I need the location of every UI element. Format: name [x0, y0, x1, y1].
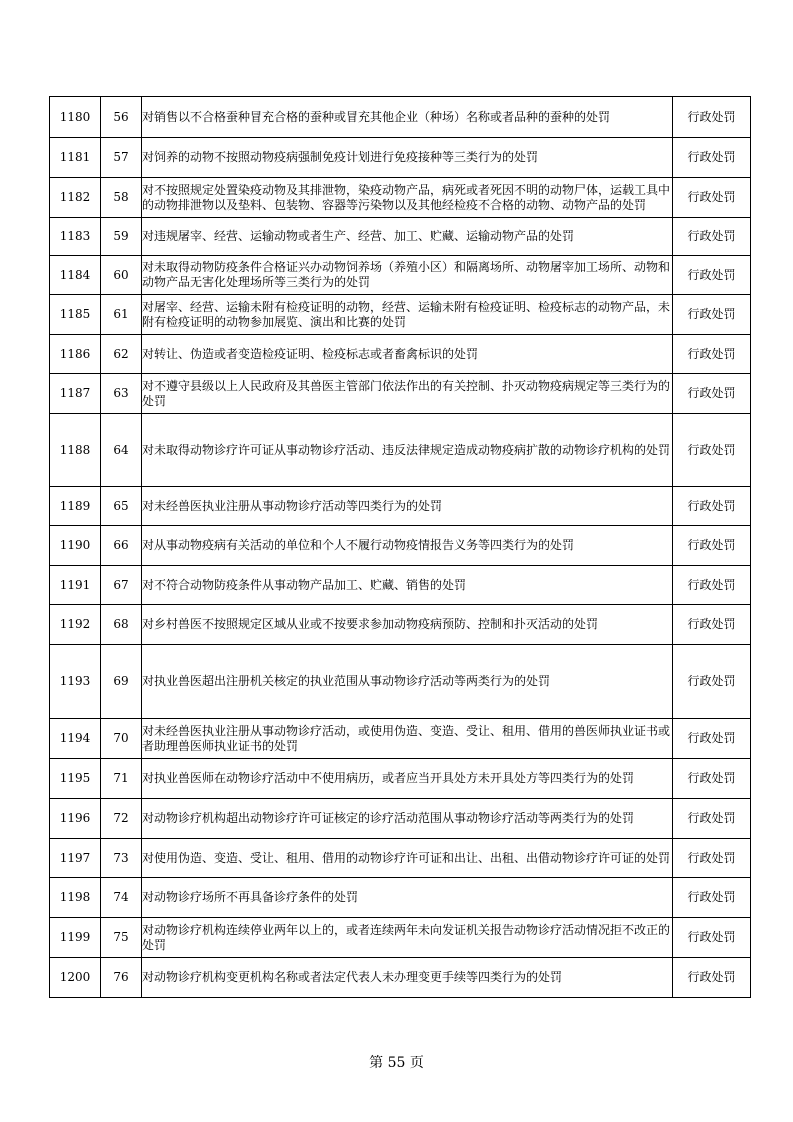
item-name: 对执业兽医师在动物诊疗活动中不使用病历，或者应当开具处方未开具处方等四类行为的处罚: [142, 759, 673, 799]
row-number: 1197: [50, 839, 101, 878]
row-number: 1199: [50, 918, 101, 958]
item-sequence: 66: [101, 526, 142, 566]
table-row: [50, 918, 751, 958]
item-type: 行政处罚: [673, 645, 751, 719]
table-row: [50, 256, 751, 295]
table-row: [50, 178, 751, 218]
item-sequence: 62: [101, 335, 142, 374]
row-number: 1192: [50, 605, 101, 645]
item-sequence: 76: [101, 958, 142, 998]
item-name: 对动物诊疗机构连续停业两年以上的，或者连续两年未向发证机关报告动物诊疗活动情况拒不改正的处罚: [142, 918, 673, 958]
table-body: [50, 97, 751, 998]
row-number: 1183: [50, 218, 101, 256]
row-number: 1187: [50, 374, 101, 414]
table-row: [50, 605, 751, 645]
table-row: [50, 839, 751, 878]
item-name: 对未经兽医执业注册从事动物诊疗活动，或使用伪造、变造、受让、租用、借用的兽医师执业证书或者助理兽医师执业证书的处罚: [142, 719, 673, 759]
item-type: 行政处罚: [673, 487, 751, 526]
item-type: 行政处罚: [673, 97, 751, 138]
item-name: 对屠宰、经营、运输未附有检疫证明的动物，经营、运输未附有检疫证明、检疫标志的动物产品，未附有检疫证明的动物参加展览、演出和比赛的处罚: [142, 295, 673, 335]
item-type: 行政处罚: [673, 878, 751, 918]
item-type: 行政处罚: [673, 526, 751, 566]
item-sequence: 74: [101, 878, 142, 918]
table-row: [50, 97, 751, 138]
page-number: 第 55 页: [369, 1055, 424, 1071]
item-name: 对使用伪造、变造、受让、租用、借用的动物诊疗许可证和出让、出租、出借动物诊疗许可证的处罚: [142, 839, 673, 878]
table-row: [50, 414, 751, 487]
item-sequence: 60: [101, 256, 142, 295]
item-sequence: 56: [101, 97, 142, 138]
item-type: 行政处罚: [673, 958, 751, 998]
item-sequence: 69: [101, 645, 142, 719]
item-sequence: 57: [101, 138, 142, 178]
table-row: [50, 566, 751, 605]
row-number: 1180: [50, 97, 101, 138]
item-type: 行政处罚: [673, 256, 751, 295]
row-number: 1198: [50, 878, 101, 918]
item-type: 行政处罚: [673, 335, 751, 374]
item-type: 行政处罚: [673, 566, 751, 605]
row-number: 1195: [50, 759, 101, 799]
row-number: 1189: [50, 487, 101, 526]
item-name: 对销售以不合格蚕种冒充合格的蚕种或冒充其他企业（种场）名称或者品种的蚕种的处罚: [142, 97, 673, 138]
row-number: 1185: [50, 295, 101, 335]
row-number: 1188: [50, 414, 101, 487]
item-name: 对违规屠宰、经营、运输动物或者生产、经营、加工、贮藏、运输动物产品的处罚: [142, 218, 673, 256]
item-name: 对不遵守县级以上人民政府及其兽医主管部门依法作出的有关控制、扑灭动物疫病规定等三类行为的处罚: [142, 374, 673, 414]
item-name: 对乡村兽医不按照规定区域从业或不按要求参加动物疫病预防、控制和扑灭活动的处罚: [142, 605, 673, 645]
row-number: 1190: [50, 526, 101, 566]
item-name: 对未经兽医执业注册从事动物诊疗活动等四类行为的处罚: [142, 487, 673, 526]
penalty-items-table: [49, 96, 751, 998]
row-number: 1193: [50, 645, 101, 719]
table-row: [50, 335, 751, 374]
table-row: [50, 138, 751, 178]
row-number: 1184: [50, 256, 101, 295]
item-type: 行政处罚: [673, 178, 751, 218]
item-sequence: 73: [101, 839, 142, 878]
table-row: [50, 799, 751, 839]
item-type: 行政处罚: [673, 799, 751, 839]
row-number: 1200: [50, 958, 101, 998]
table-row: [50, 487, 751, 526]
table-row: [50, 295, 751, 335]
item-name: 对未取得动物诊疗许可证从事动物诊疗活动、违反法律规定造成动物疫病扩散的动物诊疗机构的处罚: [142, 414, 673, 487]
item-type: 行政处罚: [673, 295, 751, 335]
table-row: [50, 759, 751, 799]
item-sequence: 58: [101, 178, 142, 218]
item-sequence: 65: [101, 487, 142, 526]
item-sequence: 59: [101, 218, 142, 256]
row-number: 1182: [50, 178, 101, 218]
item-sequence: 68: [101, 605, 142, 645]
item-name: 对未取得动物防疫条件合格证兴办动物饲养场（养殖小区）和隔离场所、动物屠宰加工场所、动物和动物产品无害化处理场所等三类行为的处罚: [142, 256, 673, 295]
row-number: 1181: [50, 138, 101, 178]
item-name: 对饲养的动物不按照动物疫病强制免疫计划进行免疫接种等三类行为的处罚: [142, 138, 673, 178]
item-type: 行政处罚: [673, 918, 751, 958]
row-number: 1186: [50, 335, 101, 374]
item-name: 对动物诊疗机构超出动物诊疗许可证核定的诊疗活动范围从事动物诊疗活动等两类行为的处罚: [142, 799, 673, 839]
table-row: [50, 218, 751, 256]
item-name: 对不符合动物防疫条件从事动物产品加工、贮藏、销售的处罚: [142, 566, 673, 605]
item-name: 对执业兽医超出注册机关核定的执业范围从事动物诊疗活动等两类行为的处罚: [142, 645, 673, 719]
item-type: 行政处罚: [673, 759, 751, 799]
table-row: [50, 645, 751, 719]
row-number: 1196: [50, 799, 101, 839]
table-row: [50, 958, 751, 998]
item-name: 对从事动物疫病有关活动的单位和个人不履行动物疫情报告义务等四类行为的处罚: [142, 526, 673, 566]
item-sequence: 70: [101, 719, 142, 759]
item-name: 对动物诊疗场所不再具备诊疗条件的处罚: [142, 878, 673, 918]
item-name: 对转让、伪造或者变造检疫证明、检疫标志或者畜禽标识的处罚: [142, 335, 673, 374]
item-sequence: 61: [101, 295, 142, 335]
item-sequence: 75: [101, 918, 142, 958]
item-type: 行政处罚: [673, 218, 751, 256]
item-type: 行政处罚: [673, 138, 751, 178]
item-sequence: 64: [101, 414, 142, 487]
item-sequence: 72: [101, 799, 142, 839]
row-number: 1191: [50, 566, 101, 605]
item-sequence: 67: [101, 566, 142, 605]
item-name: 对动物诊疗机构变更机构名称或者法定代表人未办理变更手续等四类行为的处罚: [142, 958, 673, 998]
item-name: 对不按照规定处置染疫动物及其排泄物，染疫动物产品，病死或者死因不明的动物尸体，运载工具中的动物排泄物以及垫料、包装物、容器等污染物以及其他经检疫不合格的动物、动物产品的处罚: [142, 182, 671, 212]
item-sequence: 71: [101, 759, 142, 799]
item-type: 行政处罚: [673, 719, 751, 759]
table-row: [50, 719, 751, 759]
item-sequence: 63: [101, 374, 142, 414]
item-type: 行政处罚: [673, 414, 751, 487]
row-number: 1194: [50, 719, 101, 759]
item-type: 行政处罚: [673, 605, 751, 645]
table-row: [50, 878, 751, 918]
table-row: [50, 526, 751, 566]
item-type: 行政处罚: [673, 374, 751, 414]
item-type: 行政处罚: [673, 839, 751, 878]
table-row: [50, 374, 751, 414]
